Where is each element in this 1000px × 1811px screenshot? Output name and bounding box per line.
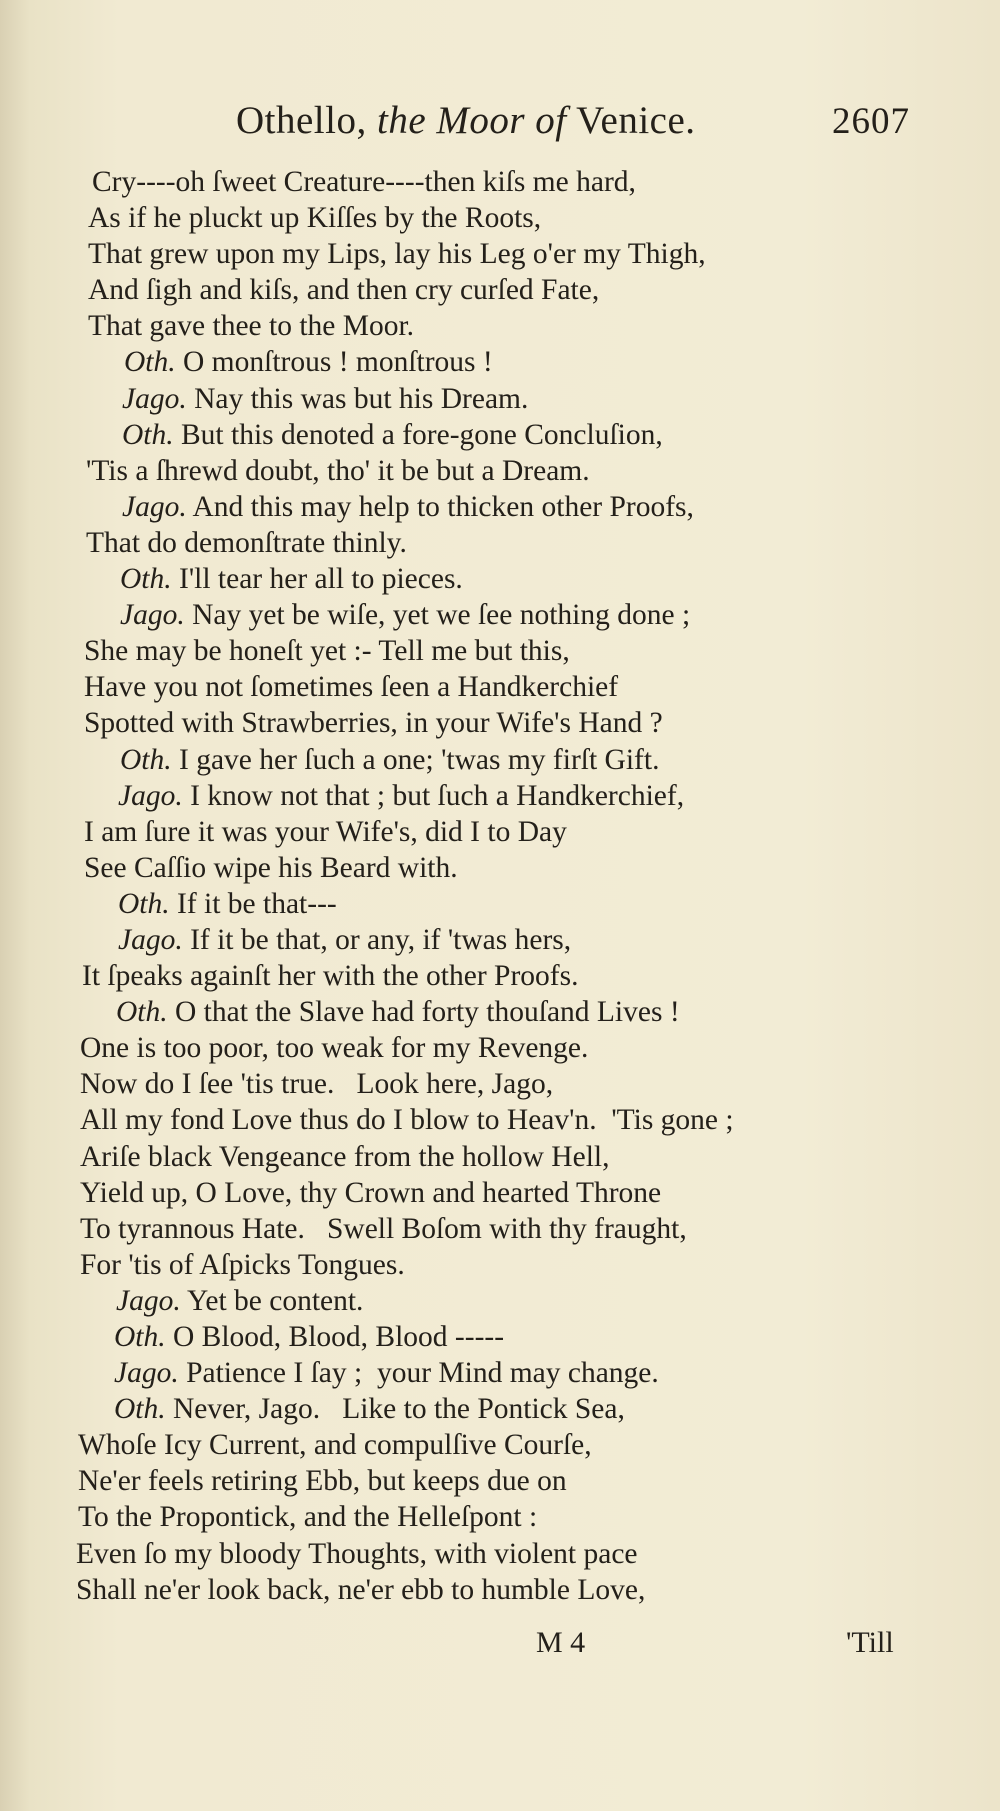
text-line [0, 742, 1000, 778]
line-text: Whoſe Icy Current, and compulſive Courſe, [78, 1429, 592, 1462]
text-line [0, 1102, 1000, 1138]
text-line [0, 1499, 1000, 1535]
line-text: One is too poor, too weak for my Revenge. [80, 1032, 589, 1065]
speaker-name: Oth. [114, 1393, 166, 1426]
speaker-name: Jago. [114, 1357, 179, 1390]
line-text: I know not that ; but ſuch a Handkerchief, [182, 779, 685, 812]
line-text: Yet be content. [180, 1284, 364, 1317]
line-text: That grew upon my Lips, lay his Leg o'er my Thigh, [88, 238, 706, 271]
line-text: O monſtrous ! monſtrous ! [175, 346, 493, 379]
line-text: For 'tis of Aſpicks Tongues. [80, 1248, 405, 1281]
text-line [0, 1066, 1000, 1102]
running-header [0, 98, 1000, 148]
text-line [0, 164, 1000, 200]
line-text: It ſpeaks againſt her with the other Proofs. [82, 960, 579, 993]
line-text: She may be honeſt yet :- Tell me but this, [84, 635, 570, 668]
text-line [0, 272, 1000, 308]
line-text: Nay this was but his Dream. [186, 382, 529, 415]
running-title [236, 98, 696, 143]
text-line [0, 381, 1000, 417]
speaker-name: Oth. [116, 996, 168, 1029]
line-text: Cry----oh ſweet Creature----then kiſs me hard, [92, 166, 636, 198]
text-line [0, 1175, 1000, 1211]
text-line [0, 236, 1000, 272]
text-line [0, 1427, 1000, 1463]
text-line [0, 417, 1000, 453]
speaker-name: Jago. [122, 382, 187, 415]
text-line [0, 200, 1000, 236]
page-number: 2607 [832, 101, 910, 142]
line-text: Have you not ſometimes ſeen a Handkerchief [84, 671, 619, 704]
text-line [0, 1139, 1000, 1175]
line-text: Yield up, O Love, thy Crown and hearted Throne [80, 1176, 662, 1209]
line-text: I am ſure it was your Wife's, did I to Day [84, 815, 567, 848]
speaker-name: Oth. [124, 346, 176, 379]
line-text: See Caſſio wipe his Beard with. [84, 851, 458, 884]
speaker-name: Jago. [120, 599, 185, 632]
text-line [0, 669, 1000, 705]
line-text: Shall ne'er look back, ne'er ebb to humble Love, [76, 1573, 646, 1606]
text-line [0, 1030, 1000, 1066]
text-line [0, 1319, 1000, 1355]
line-text: Ne'er feels retiring Ebb, but keeps due on [78, 1465, 567, 1498]
line-text: Patience I ſay ; your Mind may change. [178, 1357, 659, 1390]
line-text: As if he pluckt up Kiſſes by the Roots, [88, 202, 542, 235]
line-text: Spotted with Strawberries, in your Wife's Hand ? [84, 707, 663, 740]
line-text: If it be that--- [169, 887, 337, 920]
play-text [0, 164, 1000, 1608]
speaker-name: Jago. [118, 923, 183, 956]
text-line [0, 958, 1000, 994]
text-line [0, 1283, 1000, 1319]
line-text: Nay yet be wiſe, yet we ſee nothing done ; [184, 599, 691, 632]
text-line [0, 344, 1000, 380]
text-line [0, 705, 1000, 741]
line-text: All my fond Love thus do I blow to Heav'n. 'Tis gone ; [80, 1104, 734, 1137]
line-text: 'Tis a ſhrewd doubt, tho' it be but a Dream. [86, 454, 590, 487]
signature-mark: M 4 [536, 1626, 586, 1659]
speaker-name: Jago. [118, 779, 183, 812]
text-line [0, 1355, 1000, 1391]
line-text: And this may help to thicken other Proofs, [186, 490, 694, 523]
line-text: O that the Slave had forty thouſand Lives ! [167, 996, 680, 1029]
text-line [0, 633, 1000, 669]
line-text: O Blood, Blood, Blood ----- [165, 1321, 505, 1353]
page-footer [0, 1626, 1000, 1666]
text-line [0, 453, 1000, 489]
text-line [0, 1391, 1000, 1427]
line-text: To tyrannous Hate. Swell Boſom with thy fraught, [80, 1212, 687, 1245]
title-part-othello: Othello, [236, 99, 367, 142]
speaker-name: Jago. [122, 490, 187, 523]
line-text: Ariſe black Vengeance from the hollow Hell, [80, 1140, 610, 1173]
title-part-the-moor-of: the Moor of [366, 99, 567, 142]
line-text: I'll tear her all to pieces. [171, 563, 463, 596]
line-text: If it be that, or any, if 'twas hers, [182, 923, 572, 956]
text-line [0, 814, 1000, 850]
text-line [0, 922, 1000, 958]
speaker-name: Jago. [116, 1284, 181, 1317]
speaker-name: Oth. [120, 563, 172, 596]
line-text: But this denoted a fore-gone Concluſion, [173, 418, 663, 451]
speaker-name: Oth. [122, 418, 174, 451]
text-line [0, 308, 1000, 344]
speaker-name: Oth. [114, 1321, 166, 1353]
text-line [0, 597, 1000, 633]
text-line [0, 561, 1000, 597]
catchword: 'Till [846, 1626, 894, 1659]
title-part-venice: Venice. [566, 99, 696, 142]
text-line [0, 1211, 1000, 1247]
text-line [0, 886, 1000, 922]
speaker-name: Oth. [120, 743, 172, 776]
text-line [0, 1247, 1000, 1283]
line-text: That do demonſtrate thinly. [86, 526, 407, 559]
text-line [0, 489, 1000, 525]
text-line [0, 850, 1000, 886]
text-line [0, 525, 1000, 561]
line-text: To the Propontick, and the Helleſpont : [78, 1501, 538, 1534]
line-text: That gave thee to the Moor. [88, 310, 415, 343]
line-text: I gave her ſuch a one; 'twas my firſt Gift. [171, 743, 660, 776]
line-text: And ſigh and kiſs, and then cry curſed Fate, [88, 274, 600, 307]
text-line [0, 994, 1000, 1030]
line-text: Never, Jago. Like to the Pontick Sea, [165, 1393, 625, 1426]
text-line [0, 1536, 1000, 1572]
text-line [0, 1463, 1000, 1499]
line-text: Even ſo my bloody Thoughts, with violent pace [76, 1537, 638, 1570]
line-text: Now do I ſee 'tis true. Look here, Jago, [80, 1068, 554, 1101]
text-line [0, 1572, 1000, 1608]
speaker-name: Oth. [118, 887, 170, 920]
text-line [0, 778, 1000, 814]
